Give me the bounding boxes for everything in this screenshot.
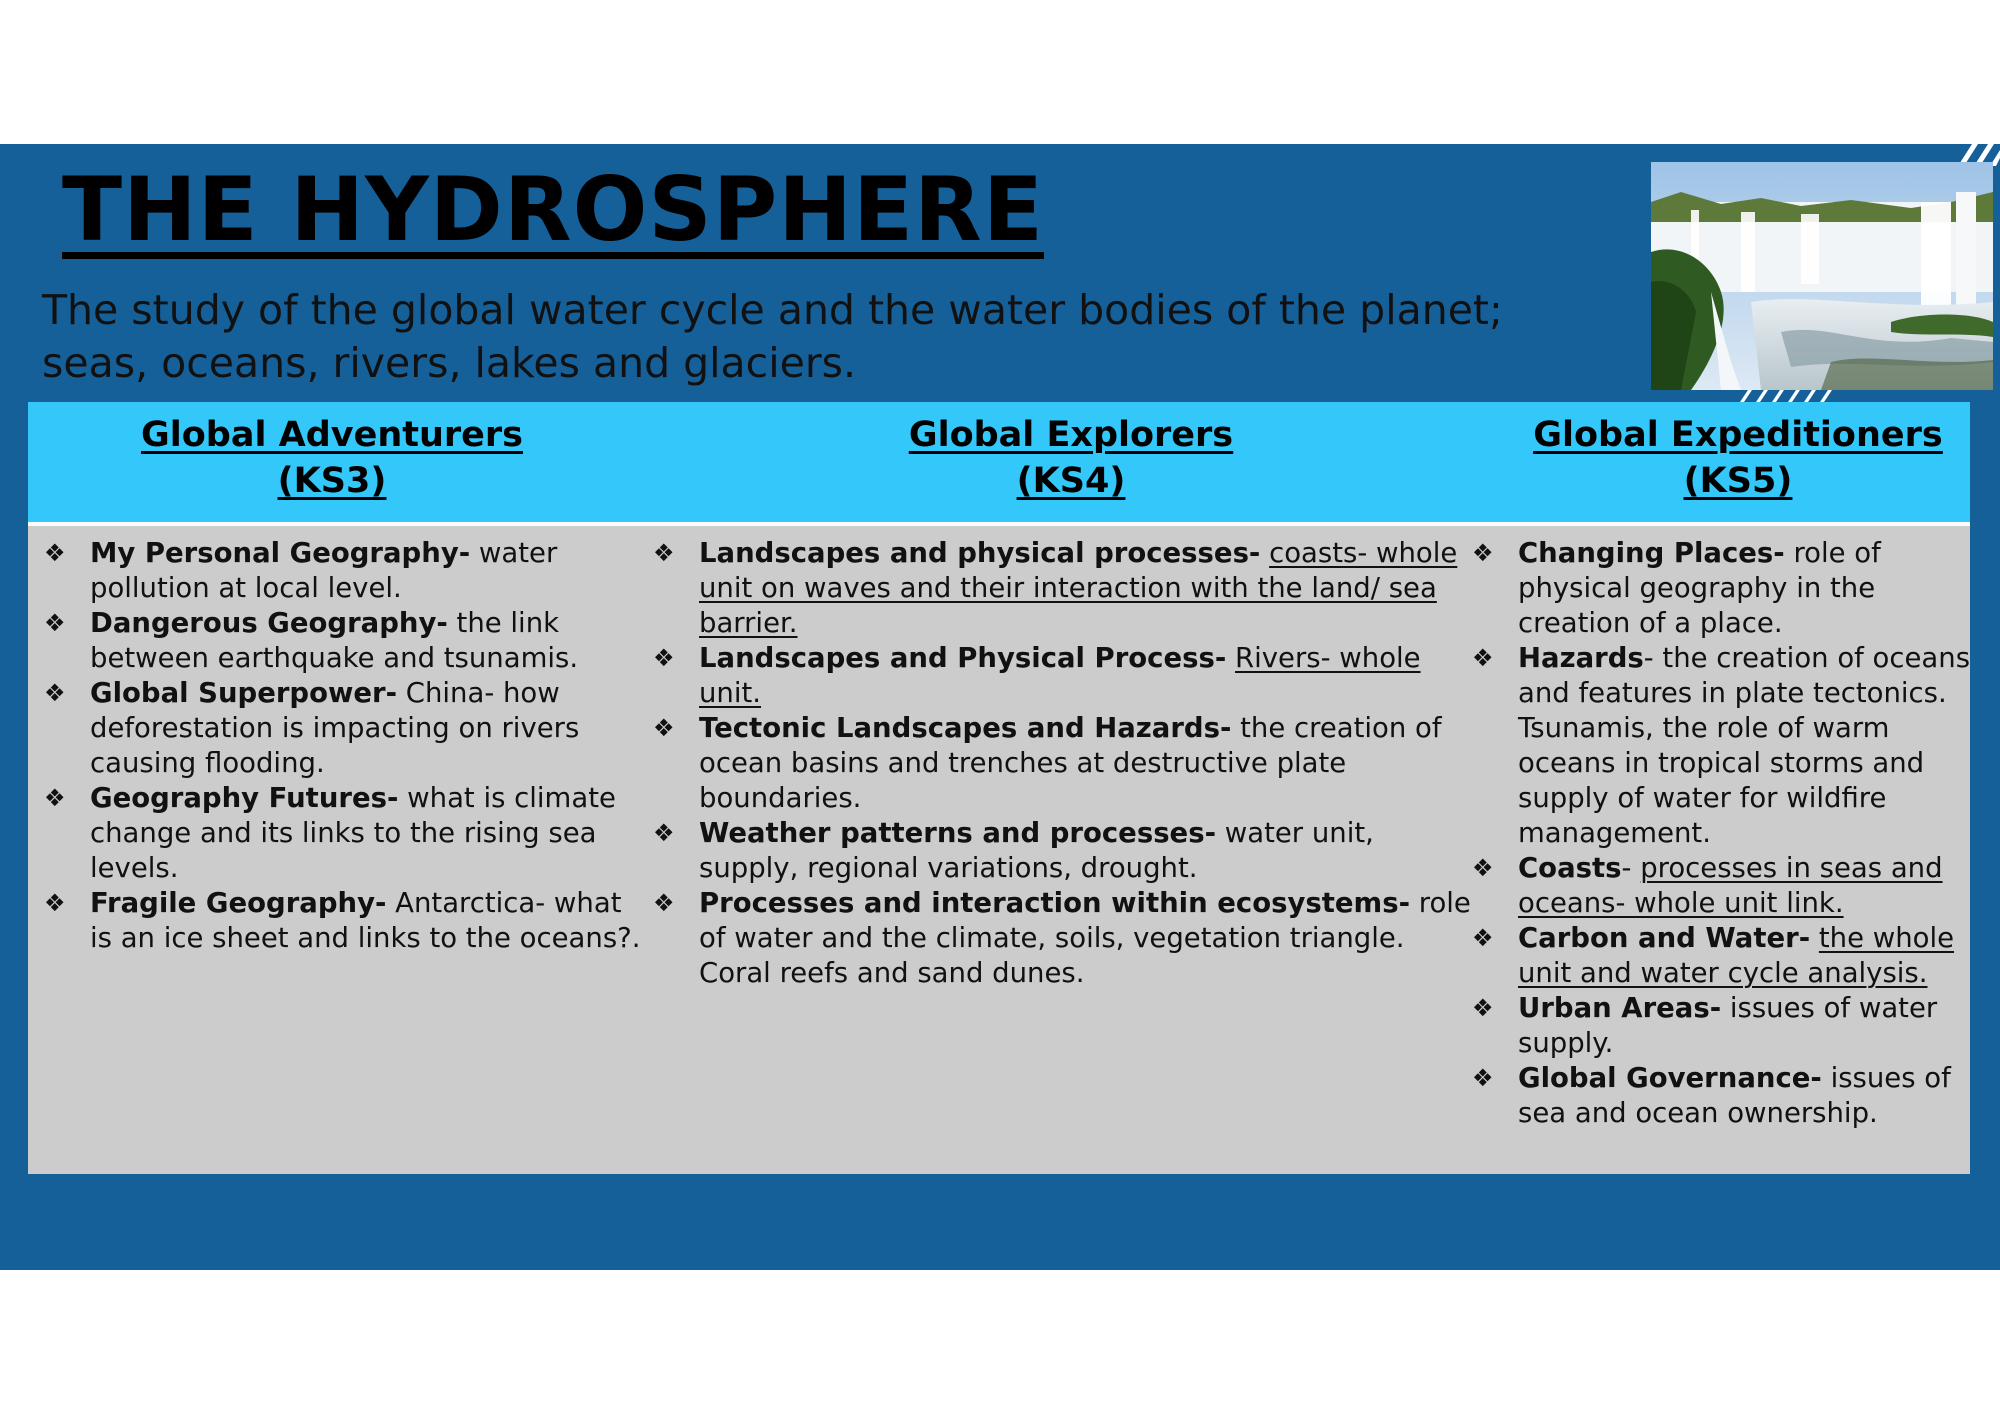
diamond-bullet-icon: ❖ bbox=[1472, 994, 1494, 1022]
list-item: ❖ Dangerous Geography- the link between earthquake and tsunamis. bbox=[44, 607, 579, 674]
diamond-bullet-icon: ❖ bbox=[653, 889, 675, 917]
column-heading-ks4-title: Global Explorers bbox=[908, 415, 1234, 455]
list-item: ❖ Weather patterns and processes- water unit, supply, regional variations, drought. bbox=[653, 817, 1374, 884]
column-ks3 bbox=[44, 536, 644, 956]
diamond-bullet-icon: ❖ bbox=[653, 539, 675, 567]
list-item: ❖ My Personal Geography- water pollution at local level. bbox=[44, 537, 558, 604]
list-item: ❖ Global Superpower- China- how deforestation is impacting on rivers causing flooding. bbox=[44, 677, 580, 779]
diamond-bullet-icon: ❖ bbox=[1472, 1064, 1494, 1092]
column-heading-ks4-stage: (KS4) bbox=[1016, 461, 1126, 501]
waterfall-photo bbox=[1651, 162, 1993, 390]
curriculum-table bbox=[28, 402, 1970, 1174]
diamond-bullet-icon: ❖ bbox=[653, 714, 675, 742]
list-item: ❖ Geography Futures- what is climate change and its links to the rising sea levels. bbox=[44, 782, 616, 884]
list-item: ❖ Global Governance- issues of sea and ocean ownership. bbox=[1472, 1062, 1951, 1129]
diamond-bullet-icon: ❖ bbox=[44, 889, 66, 917]
list-item: ❖ Landscapes and Physical Process- Rivers- whole unit. bbox=[653, 642, 1421, 709]
diamond-bullet-icon: ❖ bbox=[1472, 539, 1494, 567]
column-heading-ks4 bbox=[636, 412, 1506, 504]
diamond-bullet-icon: ❖ bbox=[1472, 924, 1494, 952]
diamond-bullet-icon: ❖ bbox=[44, 679, 66, 707]
diamond-bullet-icon: ❖ bbox=[44, 539, 66, 567]
list-item: ❖ Fragile Geography- Antarctica- what is an ice sheet and links to the oceans?. bbox=[44, 887, 641, 954]
list-item: ❖ Tectonic Landscapes and Hazards- the creation of ocean basins and trenches at destructive plate boundaries. bbox=[653, 712, 1442, 814]
page-title: THE HYDROSPHERE bbox=[62, 158, 1044, 261]
ks4-list bbox=[653, 536, 1473, 991]
column-heading-ks5 bbox=[1506, 412, 1970, 504]
diamond-bullet-icon: ❖ bbox=[653, 644, 675, 672]
list-item: ❖ Coasts- processes in seas and oceans- whole unit link. bbox=[1472, 852, 1943, 919]
column-ks5 bbox=[1472, 536, 1992, 1131]
column-heading-ks3-title: Global Adventurers bbox=[141, 415, 523, 455]
column-heading-ks3-stage: (KS3) bbox=[277, 461, 387, 501]
diamond-bullet-icon: ❖ bbox=[1472, 644, 1494, 672]
page-subtitle: The study of the global water cycle and the water bodies of the planet; seas, oceans, rivers, lakes and glaciers. bbox=[42, 286, 1503, 387]
list-item: ❖ Carbon and Water- the whole unit and water cycle analysis. bbox=[1472, 922, 1955, 989]
diamond-bullet-icon: ❖ bbox=[44, 784, 66, 812]
ks5-list bbox=[1472, 536, 1992, 1131]
column-heading-ks5-title: Global Expeditioners bbox=[1533, 415, 1943, 455]
diamond-bullet-icon: ❖ bbox=[653, 819, 675, 847]
waterfall-image bbox=[1651, 162, 1993, 390]
list-item: ❖ Changing Places- role of physical geography in the creation of a place. bbox=[1472, 537, 1881, 639]
column-ks4 bbox=[653, 536, 1473, 991]
list-item: ❖ Processes and interaction within ecosystems- role of water and the climate, soils, vegetation triangle. Coral reefs and sand dunes. bbox=[653, 887, 1471, 989]
decorative-stripes-bottom bbox=[1740, 390, 1860, 402]
list-item: ❖ Landscapes and physical processes- coasts- whole unit on waves and their interaction with the land/ sea barrier. bbox=[653, 537, 1458, 639]
column-heading-ks3 bbox=[28, 412, 636, 504]
diamond-bullet-icon: ❖ bbox=[44, 609, 66, 637]
diamond-bullet-icon: ❖ bbox=[1472, 854, 1494, 882]
ks3-list bbox=[44, 536, 644, 956]
column-heading-ks5-stage: (KS5) bbox=[1683, 461, 1793, 501]
list-item: ❖ Urban Areas- issues of water supply. bbox=[1472, 992, 1938, 1059]
list-item: ❖ Hazards- the creation of oceans and features in plate tectonics. Tsunamis, the role of warm oceans in tropical storms and supply of water for wildfire management. bbox=[1472, 642, 1971, 849]
header-divider bbox=[28, 522, 1970, 526]
